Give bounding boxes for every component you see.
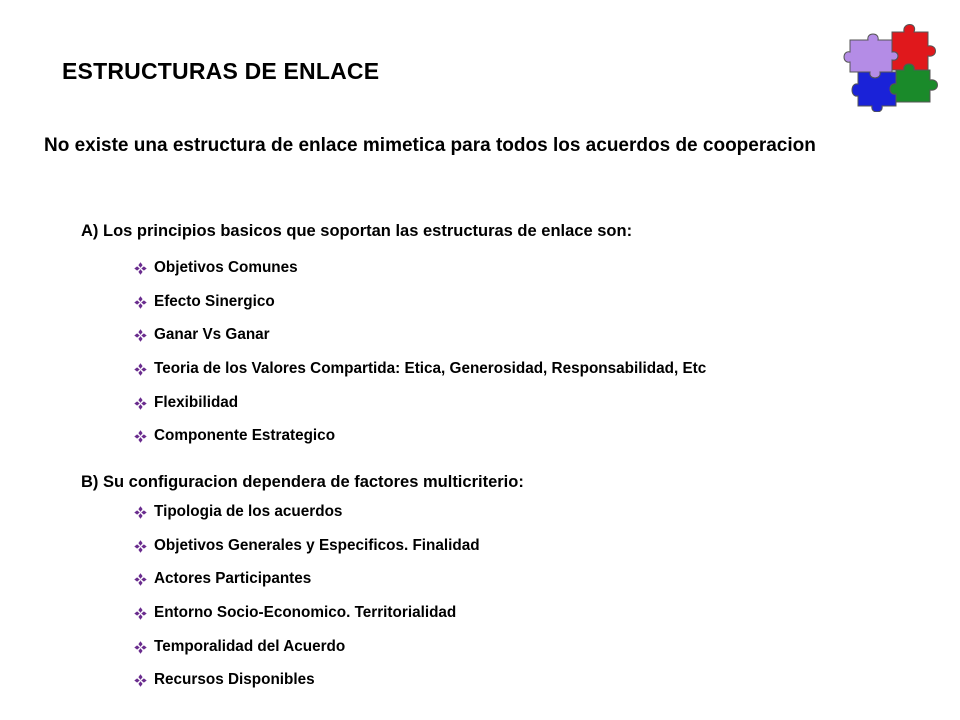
list-item-text: Tipologia de los acuerdos [154,503,343,520]
four-diamond-bullet-icon [134,397,147,410]
list-item [134,671,480,705]
four-diamond-bullet-icon [134,607,147,620]
list-item [134,326,706,360]
list-item-text: Recursos Disponibles [154,671,315,689]
section-a-heading: A) Los principios basicos que soportan las estructuras de enlace son: [81,222,633,240]
puzzle-piece-green [890,64,938,102]
four-diamond-bullet-icon [134,329,147,342]
slide-title: ESTRUCTURAS DE ENLACE [62,58,380,84]
puzzle-piece-blue [852,72,896,112]
four-diamond-bullet-icon [134,573,147,586]
four-diamond-bullet-icon [134,540,147,553]
four-diamond-bullet-icon [134,430,147,443]
list-item-text: Teoria de los Valores Compartida: Etica, Generosidad, Responsabilidad, Etc [154,360,707,378]
list-item [134,537,480,571]
list-item [134,293,706,327]
list-item [134,570,480,604]
list-item-text: Objetivos Generales y Especificos. Finalidad [154,536,480,554]
list-item-text: Temporalidad del Acuerdo [154,637,346,655]
list-item [134,503,480,537]
list-item-text: Ganar Vs Ganar [154,326,270,344]
section-a-list [134,259,706,461]
puzzle-piece-purple [844,34,898,78]
section-b-list [134,503,480,705]
four-diamond-bullet-icon [134,262,147,275]
puzzle-piece-red [892,25,936,71]
list-item [134,427,706,461]
list-item-text: Actores Participantes [154,570,312,588]
list-item [134,394,706,428]
four-diamond-bullet-icon [134,296,147,309]
four-diamond-bullet-icon [134,641,147,654]
puzzle-pieces-icon [838,16,944,112]
list-item [134,360,706,394]
list-item [134,259,706,293]
intro-paragraph: No existe una estructura de enlace mimetica para todos los acuerdos de cooperacion [44,135,816,156]
list-item-text: Entorno Socio-Economico. Territorialidad [154,604,457,622]
list-item-text: Objetivos Comunes [154,259,298,276]
four-diamond-bullet-icon [134,363,147,376]
section-b-heading: B) Su configuracion dependera de factores multicriterio: [81,473,524,491]
list-item-text: Componente Estrategico [154,427,336,445]
list-item-text: Efecto Sinergico [154,292,275,310]
four-diamond-bullet-icon [134,506,147,519]
list-item-text: Flexibilidad [154,393,239,411]
four-diamond-bullet-icon [134,674,147,687]
list-item [134,638,480,672]
list-item [134,604,480,638]
